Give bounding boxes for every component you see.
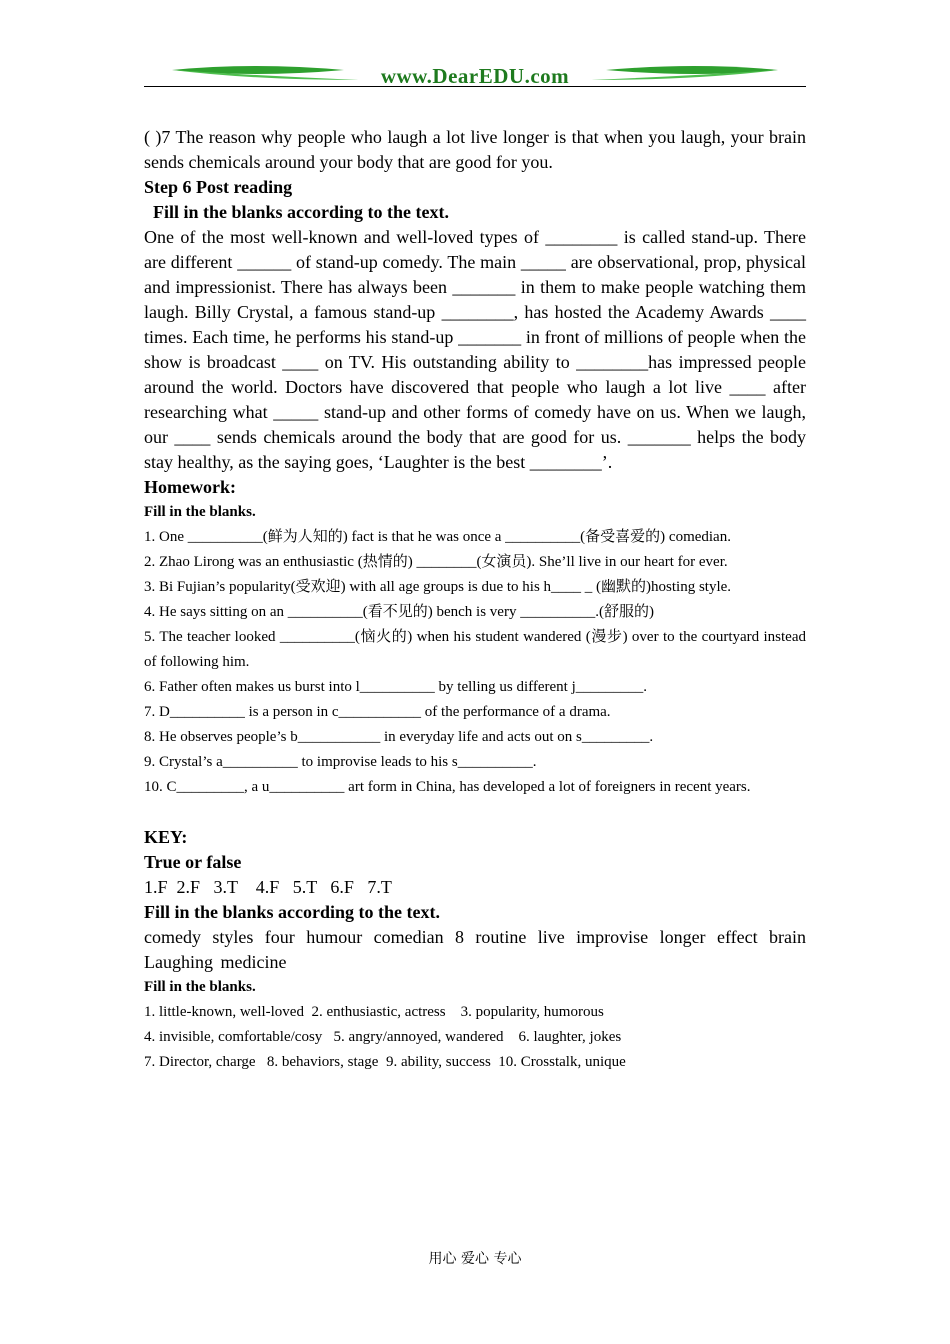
- homework-item: 1. One __________(鲜为人知的) fact is that he was once a __________(备受喜爱的) comedian.: [144, 529, 731, 545]
- homework-subtitle: Fill in the blanks.: [144, 504, 256, 520]
- step6-passage: One of the most well-known and well-loved types of ________ is called stand-up. There are different ______ of stand-up comedy. The main _____ are observational, prop, physical and impressionist. There has always been _______ in them to make people watching them laugh. Billy Crystal, a famous stand-up ________, has hosted the Academy Awards ____ times. Each time, he performs his stand-up _______ in front of millions of people when the show is broadcast ____ on TV. His outstanding ability to ________has impressed people around the world. Doctors have discovered that people who laugh a lot live ____ after researching what _____ stand-up and other forms of comedy have on us. When we laugh, our ____ sends chemicals around the body that are good for us. _______ helps the body stay healthy, as the saying goes, ‘Laughter is the best ________’.: [144, 227, 806, 472]
- spacer: [144, 800, 806, 825]
- key-hw-answer: 7. Director, charge 8. behaviors, stage 9. ability, success 10. Crosstalk, unique: [144, 1054, 626, 1070]
- site-logo-text: www.DearEDU.com: [380, 64, 570, 88]
- homework-item: 10. C_________, a u__________ art form in China, has developed a lot of foreigners in recent years.: [144, 779, 751, 795]
- homework-item: 5. The teacher looked __________(恼火的) when his student wandered (漫步) over to the courtyard instead of following him.: [144, 629, 806, 670]
- page-footer: 用心 爱心 专心: [428, 1251, 522, 1267]
- homework-item: 6. Father often makes us burst into l__________ by telling us different j_________.: [144, 679, 647, 695]
- document-body: [144, 125, 806, 1075]
- step6-title: Step 6 Post reading: [144, 177, 293, 197]
- key-hw-answer: 4. invisible, comfortable/cosy 5. angry/annoyed, wandered 6. laughter, jokes: [144, 1029, 622, 1045]
- step6-subtitle: Fill in the blanks according to the text.: [153, 202, 449, 222]
- key-tf-title: True or false: [144, 852, 242, 872]
- homework-title: Homework:: [144, 477, 236, 497]
- homework-item: 4. He says sitting on an __________(看不见的) bench is very __________.(舒服的): [144, 604, 654, 620]
- homework-item: 8. He observes people’s b___________ in everyday life and acts out on s_________.: [144, 729, 654, 745]
- homework-item: 7. D__________ is a person in c___________ of the performance of a drama.: [144, 704, 611, 720]
- key-fill-answers: comedy styles four humour comedian 8 routine live improvise longer effect brain Laughing medicine: [144, 927, 806, 972]
- key-title: KEY:: [144, 827, 188, 847]
- key-hw-answer: 1. little-known, well-loved 2. enthusiastic, actress 3. popularity, humorous: [144, 1004, 604, 1020]
- header-rule: [144, 86, 806, 87]
- homework-item: 3. Bi Fujian’s popularity(受欢迎) with all age groups is due to his h____ _ (幽默的)hosting style.: [144, 579, 732, 595]
- key-tf-answers: 1.F 2.F 3.T 4.F 5.T 6.F 7.T: [144, 877, 392, 897]
- question-7: ( )7 The reason why people who laugh a lot live longer is that when you laugh, your brain sends chemicals around your body that are good for you.: [144, 127, 806, 172]
- page-header: [144, 62, 806, 90]
- homework-item: 2. Zhao Lirong was an enthusiastic (热情的) ________(女演员). She’ll live in our heart for ever.: [144, 554, 728, 570]
- key-hw-title: Fill in the blanks.: [144, 979, 256, 995]
- key-fill-title: Fill in the blanks according to the text.: [144, 902, 440, 922]
- homework-item: 9. Crystal’s a__________ to improvise leads to his s__________.: [144, 754, 537, 770]
